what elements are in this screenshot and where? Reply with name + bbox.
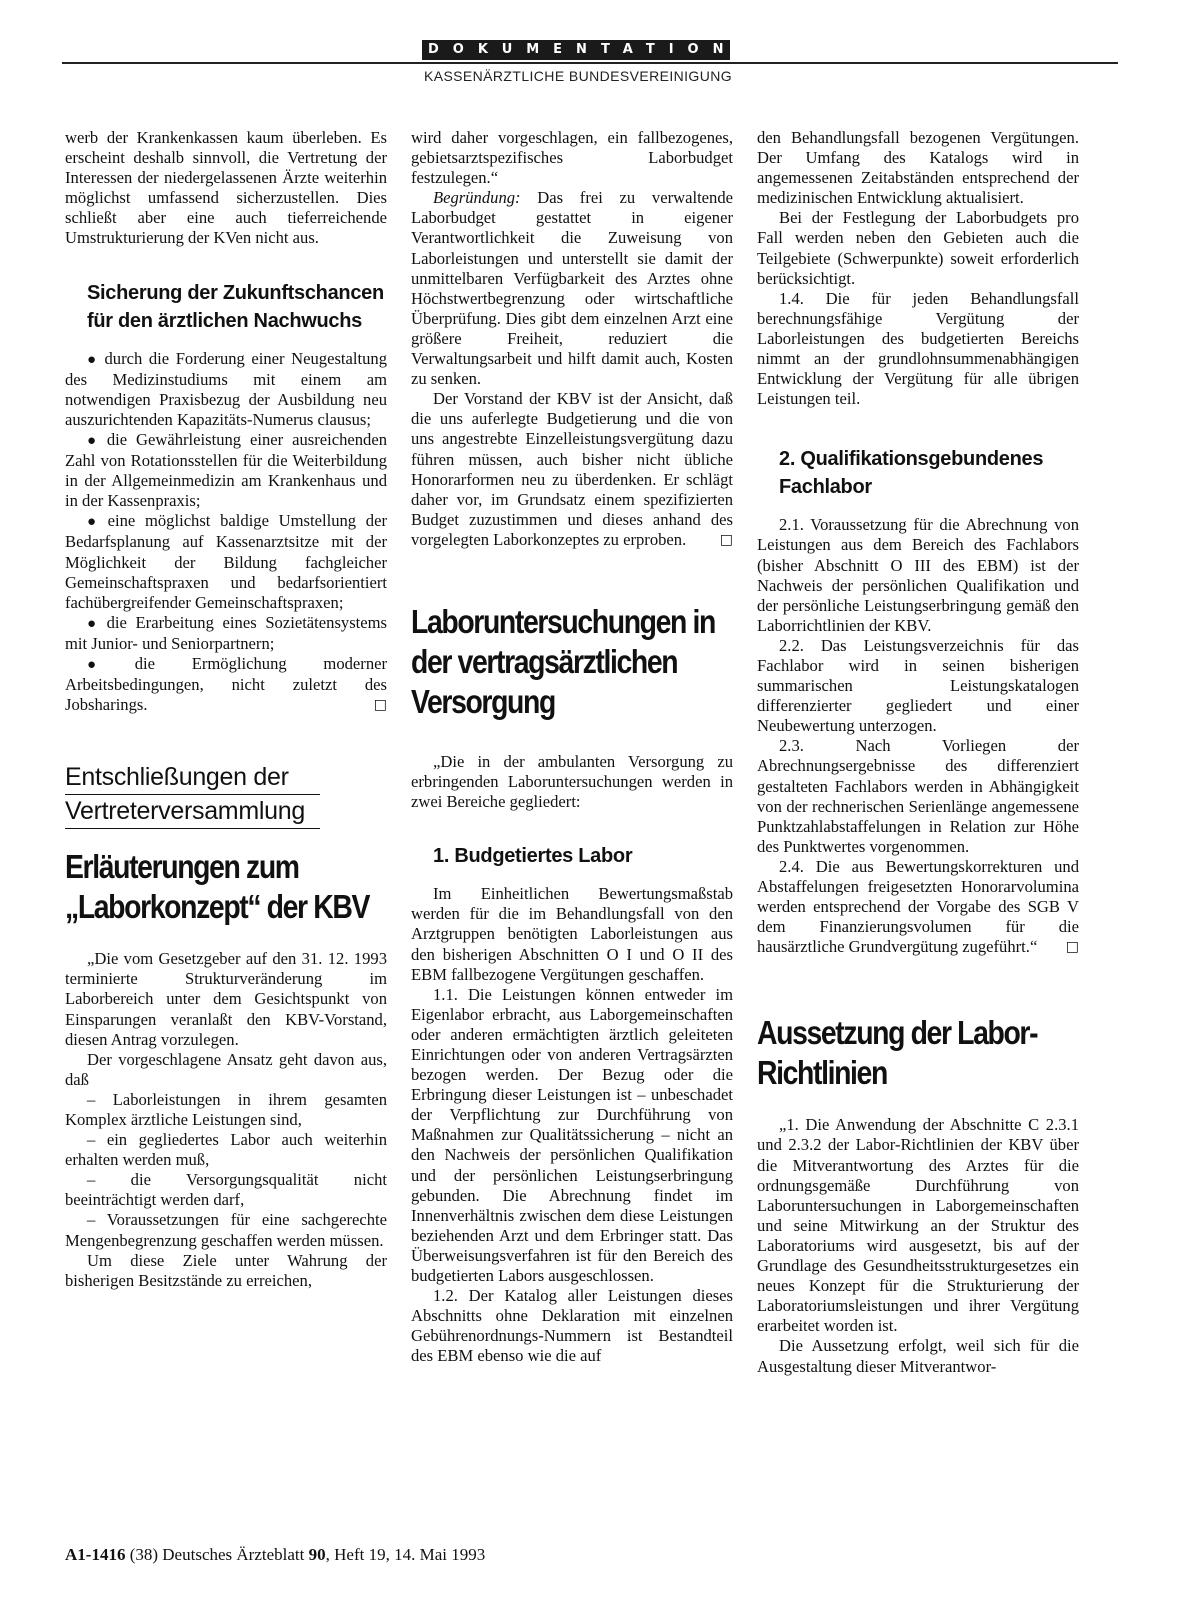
article-headline: Aussetzung der Labor-Richtlinien [757, 1014, 1038, 1092]
paragraph: Bei der Festlegung der Laborbudgets pro Fall werden neben den Gebieten auch die Teilgebiete (Schwerpunkte) soweit erforderlich berücksichtigt. [757, 208, 1079, 288]
dash-item: – ein gegliedertes Labor auch weiterhin erhalten werden muß, [65, 1130, 387, 1170]
paragraph [411, 389, 733, 550]
section-banner: DOKUMENTATION [422, 40, 730, 60]
section-subhead: 2. Qualifikationsgebundenes Fachlabor [779, 448, 1044, 499]
paragraph: werb der Krankenkassen kaum überleben. Es erscheint deshalb sinnvoll, die Vertretung der Interessen der niedergelassenen Ärzte weiterhin möglichst umfassend sicherzustellen. Dies schließt aber eine auch tieferreichende Umstrukturierung der KVen nicht aus. [65, 128, 387, 248]
paragraph-label: Begründung: [433, 188, 521, 208]
bullet-item: ● die Gewährleistung einer ausreichenden Zahl von Rotationsstellen für die Weiterbildung in der Allgemeinmedizin am Krankenhaus und in der Kassenpraxis; [65, 430, 387, 511]
bullet-text: die Ermöglichung moderner Arbeitsbedingungen, nicht zuletzt des Jobsharings. [65, 653, 388, 715]
section-subhead: 1. Budgetiertes Labor [433, 845, 633, 868]
paragraph [757, 857, 1079, 957]
journal-name: Deutsches Ärzteblatt [162, 1545, 305, 1564]
paragraph-text: Der Vorstand der KBV ist der Ansicht, daß die uns auferlegte Budgetierung und die von uns angestrebte Einzelleistungsvergütung dazu führen müssen, auch bisher nicht übliche Honorarformen neu zu überdenken. Er schlägt daher vor, im Grundsatz einem spezifizierten Budget zuzustimmen und dieses anhand des vorgelegten Laborkonzeptes zu erproben. [411, 389, 733, 549]
column-2 [411, 128, 733, 1367]
dash-item: – Voraussetzungen für eine sachgerechte Mengenbegrenzung geschaffen werden müssen. [65, 1210, 387, 1250]
volume-number: 90 [308, 1545, 326, 1564]
paragraph: Die Aussetzung erfolgt, weil sich für die Ausgestaltung dieser Mitverantwor- [757, 1336, 1079, 1376]
folio: A1-1416 [65, 1545, 126, 1564]
end-mark: □ [719, 531, 733, 548]
paragraph: den Behandlungsfall bezogenen Vergütungen. Der Umfang des Katalogs wird in angemessenen Zeitabständen entsprechend der medizinischen Entwicklung aktualisiert. [757, 128, 1079, 208]
header-rule [62, 62, 1118, 64]
kicker [65, 761, 387, 829]
bullet-item: ● die Erarbeitung eines Sozietätensystems mit Junior- und Seniorpartnern; [65, 613, 387, 654]
bullet-item: ● eine möglichst baldige Umstellung der Bedarfsplanung auf Kassenarztsitze mit der Möglichkeit der Bildung fachgleicher Gemeinschaftspraxen und bedarfsorientiert fachübergreifender Gemeinschaftspraxen; [65, 511, 387, 612]
paragraph: 1.2. Der Katalog aller Leistungen dieses Abschnitts ohne Deklaration mit einzelnen Gebührenordnungs-Nummern ist Bestandteil des EBM ebenso wie die auf [411, 1286, 733, 1366]
dash-item: – Laborleistungen in ihrem gesamten Komplex ärztliche Leistungen sind, [65, 1089, 387, 1129]
paragraph-text: 2.4. Die aus Bewertungskorrekturen und Abstaffelungen freigesetzten Honorarvolumina werden entsprechend der Vorgabe des SGB V dem Finanzierungsvolumen für die hausärztliche Grundvergütung zugeführt.“ [757, 856, 1079, 957]
column-3 [757, 128, 1079, 1377]
end-mark: □ [373, 697, 387, 714]
page-footer [65, 1545, 485, 1565]
column-1 [65, 128, 387, 1291]
article-headline: Erläuterungen zum „Laborkonzept“ der KBV [65, 848, 370, 926]
paragraph: 1.1. Die Leistungen können entweder im Eigenlabor erbracht, aus Laborgemeinschaften oder anderen ermächtigten ärztlich geleiteten Einrichtungen oder von anderen Vertragsärzten bezogen werden. Der Bezug oder die Erbringung dieser Leistungen ist – unbeschadet der Verpflichtung zur Durchführung von Maßnahmen zur Qualitätssicherung – nicht an den Nachweis der persönlichen Qualifikation und der persönlichen Leistungserbringung gebunden. Die Abrechnung findet im Innenverhältnis zwischen dem diese Leistungen beziehenden Arzt und dem Erbringer statt. Das Überweisungsverfahren ist für den Bereich des budgetierten Labors ausgeschlossen. [411, 984, 733, 1286]
bullet-item [65, 654, 387, 715]
issue-date: Heft 19, 14. Mai 1993 [334, 1545, 486, 1564]
paragraph: 2.3. Nach Vorliegen der Abrechnungsergebnisse des differenziert gestalteten Fachlabors werden in Abhängigkeit von der rechnerischen Serienlänge angemessene Punktzahlabstaffelungen in Relation zur Höhe des Punktwertes vorgenommen. [757, 736, 1079, 856]
bullet-item: ● durch die Forderung einer Neugestaltung des Medizinstudiums mit einem am notwendigen Praxisbezug der Ausbildung neu auszurichtenden Kapazitäts-Numerus clausus; [65, 349, 387, 430]
paragraph: „Die in der ambulanten Versorgung zu erbringenden Laboruntersuchungen werden in zwei Bereiche gegliedert: [411, 751, 733, 812]
dash-item: – die Versorgungsqualität nicht beeinträchtigt werden darf, [65, 1170, 387, 1210]
comma: , [325, 1545, 330, 1564]
paragraph [411, 188, 733, 389]
paragraph: wird daher vorgeschlagen, ein fallbezogenes, gebietsarztspezifisches Laborbudget festzulegen.“ [411, 128, 733, 188]
paragraph: 2.2. Das Leistungsverzeichnis für das Fachlabor wird in seinen bisherigen summarischen Leistungskatalogen differenzierter gegliedert und einer Neubewertung unterzogen. [757, 635, 1079, 736]
organization-line: KASSENÄRZTLICHE BUNDESVEREINIGUNG [423, 68, 733, 84]
article-headline: Laboruntersuchungen in der vertragsärztlichen Versorgung [411, 602, 715, 720]
section-subhead: Sicherung der Zukunftschancen für den ärztlichen Nachwuchs [87, 281, 384, 332]
paragraph-text: Das frei zu verwaltende Laborbudget gestattet in eigener Verantwortlichkeit die Zuweisung von Laborleistungen und unterstellt sie damit der unmittelbaren Verfügbarkeit des Arztes ohne Höchstwertbegrenzung oder wirtschaftliche Überprüfung. Dies gibt dem einzelnen Arzt eine größere Freiheit, reduziert die Verwaltungsarbeit und hilft damit auch, Kosten zu senken. [411, 188, 733, 389]
paragraph: Im Einheitlichen Bewertungsmaßstab werden für die im Behandlungsfall von den Arztgruppen benötigten Laborleistungen aus den bisherigen Abschnitten O I und O II des EBM fallbezogene Vergütungen geschaffen. [411, 884, 733, 984]
paragraph: Der vorgeschlagene Ansatz geht davon aus, daß [65, 1049, 387, 1089]
paragraph: 1.4. Die für jeden Behandlungsfall berechnungsfähige Vergütung der Laborleistungen des budgetierten Bereichs nimmt an der grundlohnsummenabhängigen Entwicklung der Vergütung für alle übrigen Leistungen teil. [757, 288, 1079, 409]
end-mark: □ [1065, 939, 1079, 956]
kicker-line: Vertreterversammlung [65, 795, 320, 829]
page-number: (38) [129, 1545, 159, 1564]
paragraph: Um diese Ziele unter Wahrung der bisherigen Besitzstände zu erreichen, [65, 1250, 387, 1290]
paragraph: „1. Die Anwendung der Abschnitte C 2.3.1 und 2.3.2 der Labor-Richtlinien der KBV über die Mitverantwortung des Arztes für die ordnungsgemäße Durchführung von Laboruntersuchungen in Laborgemeinschaften und seine Mitwirkung an der Struktur des Laboratoriums wird ausgesetzt, bis auf der Grundlage des Gesundheitsstrukturgesetzes ein neues Konzept für die Strukturierung der Laboratoriumsleistungen und ihrer Vergütung erarbeitet worden ist. [757, 1115, 1079, 1336]
paragraph: 2.1. Voraussetzung für die Abrechnung von Leistungen aus dem Bereich des Fachlabors (bisher Abschnitt O III des EBM) ist der Nachweis der persönlichen Qualifikation und der persönliche Leistungserbringung gemäß den Laborrichtlinien der KBV. [757, 515, 1079, 635]
kicker-line: Entschließungen der [65, 761, 320, 795]
paragraph: „Die vom Gesetzgeber auf den 31. 12. 1993 terminierte Strukturveränderung im Laborbereich unter dem Gesichtspunkt von Einsparungen veranlaßt den KBV-Vorstand, diesen Antrag vorzulegen. [65, 949, 387, 1049]
